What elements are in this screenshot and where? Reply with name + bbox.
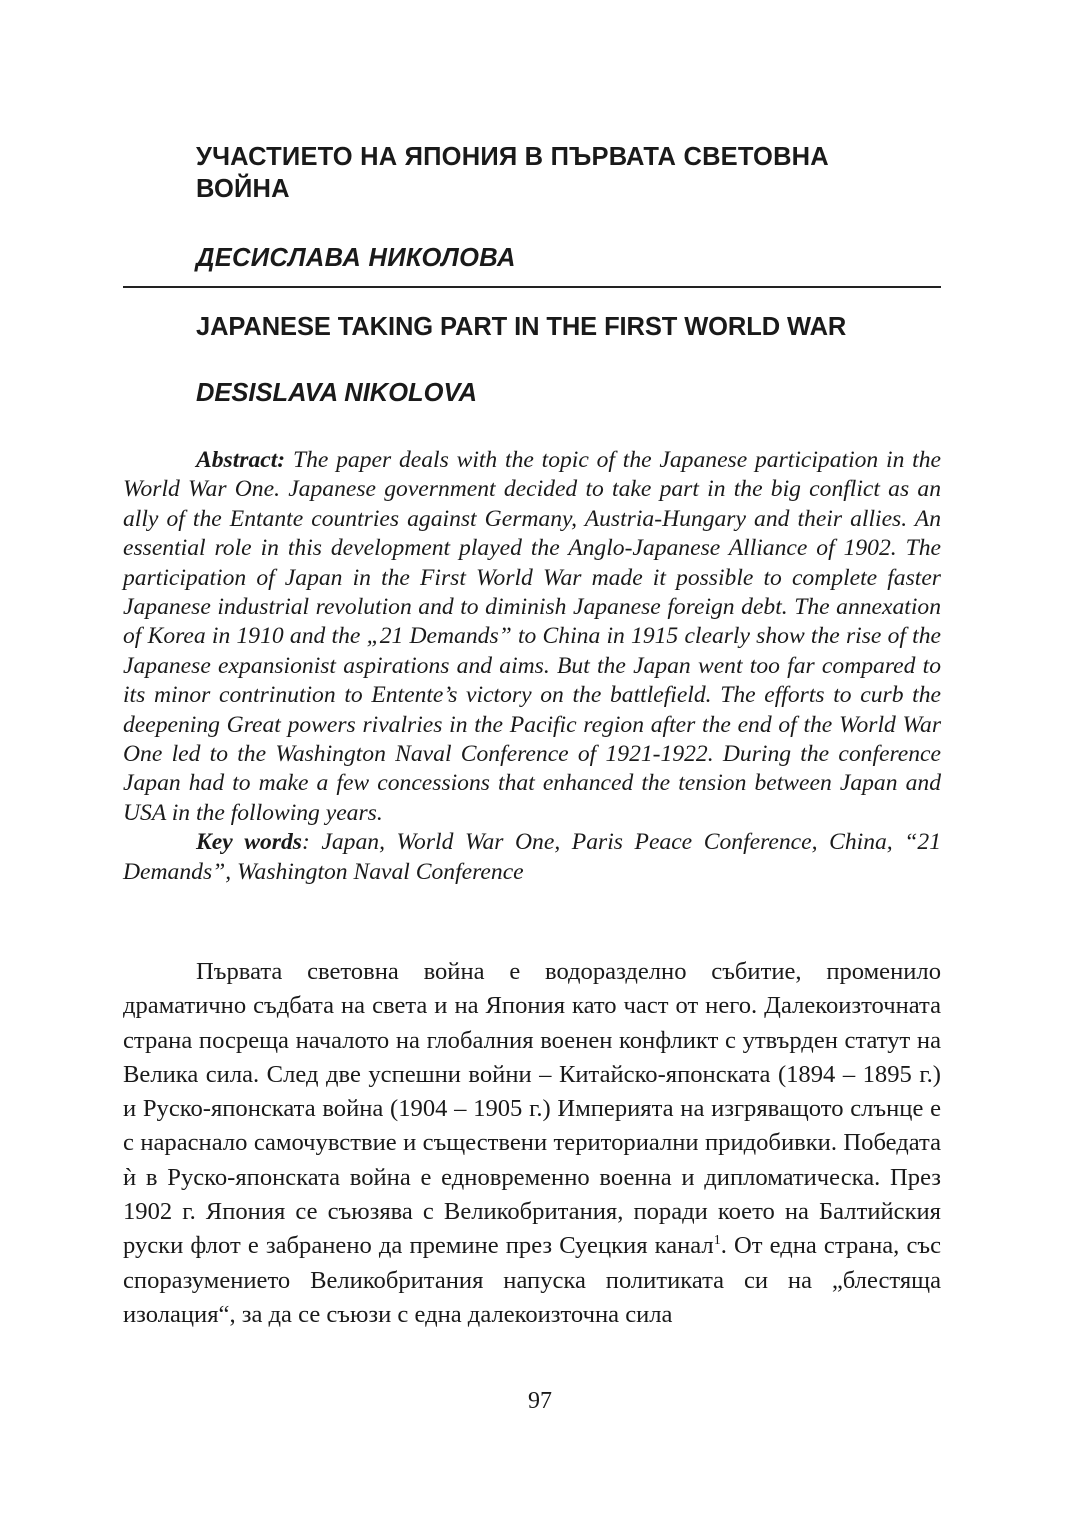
- abstract-section: [123, 446, 941, 887]
- keywords-paragraph: [123, 828, 941, 887]
- abstract-text: The paper deals with the topic of the Japanese participation in the World War One. Japanese government decided to take part in the big conflict as an ally of the Entante countries against Germany, Austria-Hungary and their allies. An essential role in this development played the Anglo-Japanese Alliance of 1902. The participation of Japan in the First World War made it possible to complete faster Japanese industrial revolution and to diminish Japanese foreign debt. The annexation of Korea in 1910 and the „21 Demands” to China in 1915 clearly show the rise of the Japanese expansionist aspirations and aims. But the Japan went too far compared to its minor contrinution to Entente’s victory on the battlefield. The efforts to curb the deepening Great powers rivalries in the Pacific region after the end of the World War One led to the Washington Naval Conference of 1921-1922. During the conference Japan had to make a few concessions that enhanced the tension between Japan and USA in the following years.: [123, 447, 941, 826]
- keywords-label: Key words: [196, 829, 302, 856]
- abstract-paragraph: [123, 446, 941, 828]
- author-name-english: DESISLAVA NIKOLOVA: [196, 379, 477, 407]
- author-name-bulgarian: ДЕСИСЛАВА НИКОЛОВА: [196, 244, 516, 272]
- body-paragraph: [123, 955, 941, 1332]
- keywords-text: : Japan, World War One, Paris Peace Conference, China, “21 Demands”, Washington Naval Conference: [123, 829, 941, 885]
- body-text-part-2: . От една страна, със споразумението Великобритания напуска политиката си на „блестяща изолация“, за да се съюзи с една далекоизточна сила: [123, 1232, 941, 1328]
- footnote-reference[interactable]: 1: [713, 1233, 721, 1249]
- body-text-part-1: Първата световна война е водоразделно събитие, променило драматично съдбата на света и на Япония като част от него. Далекоизточната страна посреща началото на глобалния военен конфликт с утвърден статут на Велика сила. След две успешни войни – Китайско-японската (1894 – 1895 г.) и Руско-японската война (1904 – 1905 г.) Империята на изгряващото слънце е с нараснало самочувствие и съществени териториални придобивки. Победата ѝ в Руско-японската война е едновременно военна и дипломатическа. През 1902 г. Япония се съюзява с Великобритания, поради което на Балтийския руски флот е забранено да премине през Суецкия канал: [123, 958, 941, 1260]
- page-number: 97: [528, 1388, 552, 1414]
- title-divider: [123, 286, 941, 288]
- abstract-label: Abstract:: [196, 447, 286, 473]
- article-title-bulgarian: УЧАСТИЕТО НА ЯПОНИЯ В ПЪРВАТА СВЕТОВНА ВОЙНА: [196, 143, 829, 203]
- article-title-english: JAPANESE TAKING PART IN THE FIRST WORLD WAR: [196, 313, 847, 341]
